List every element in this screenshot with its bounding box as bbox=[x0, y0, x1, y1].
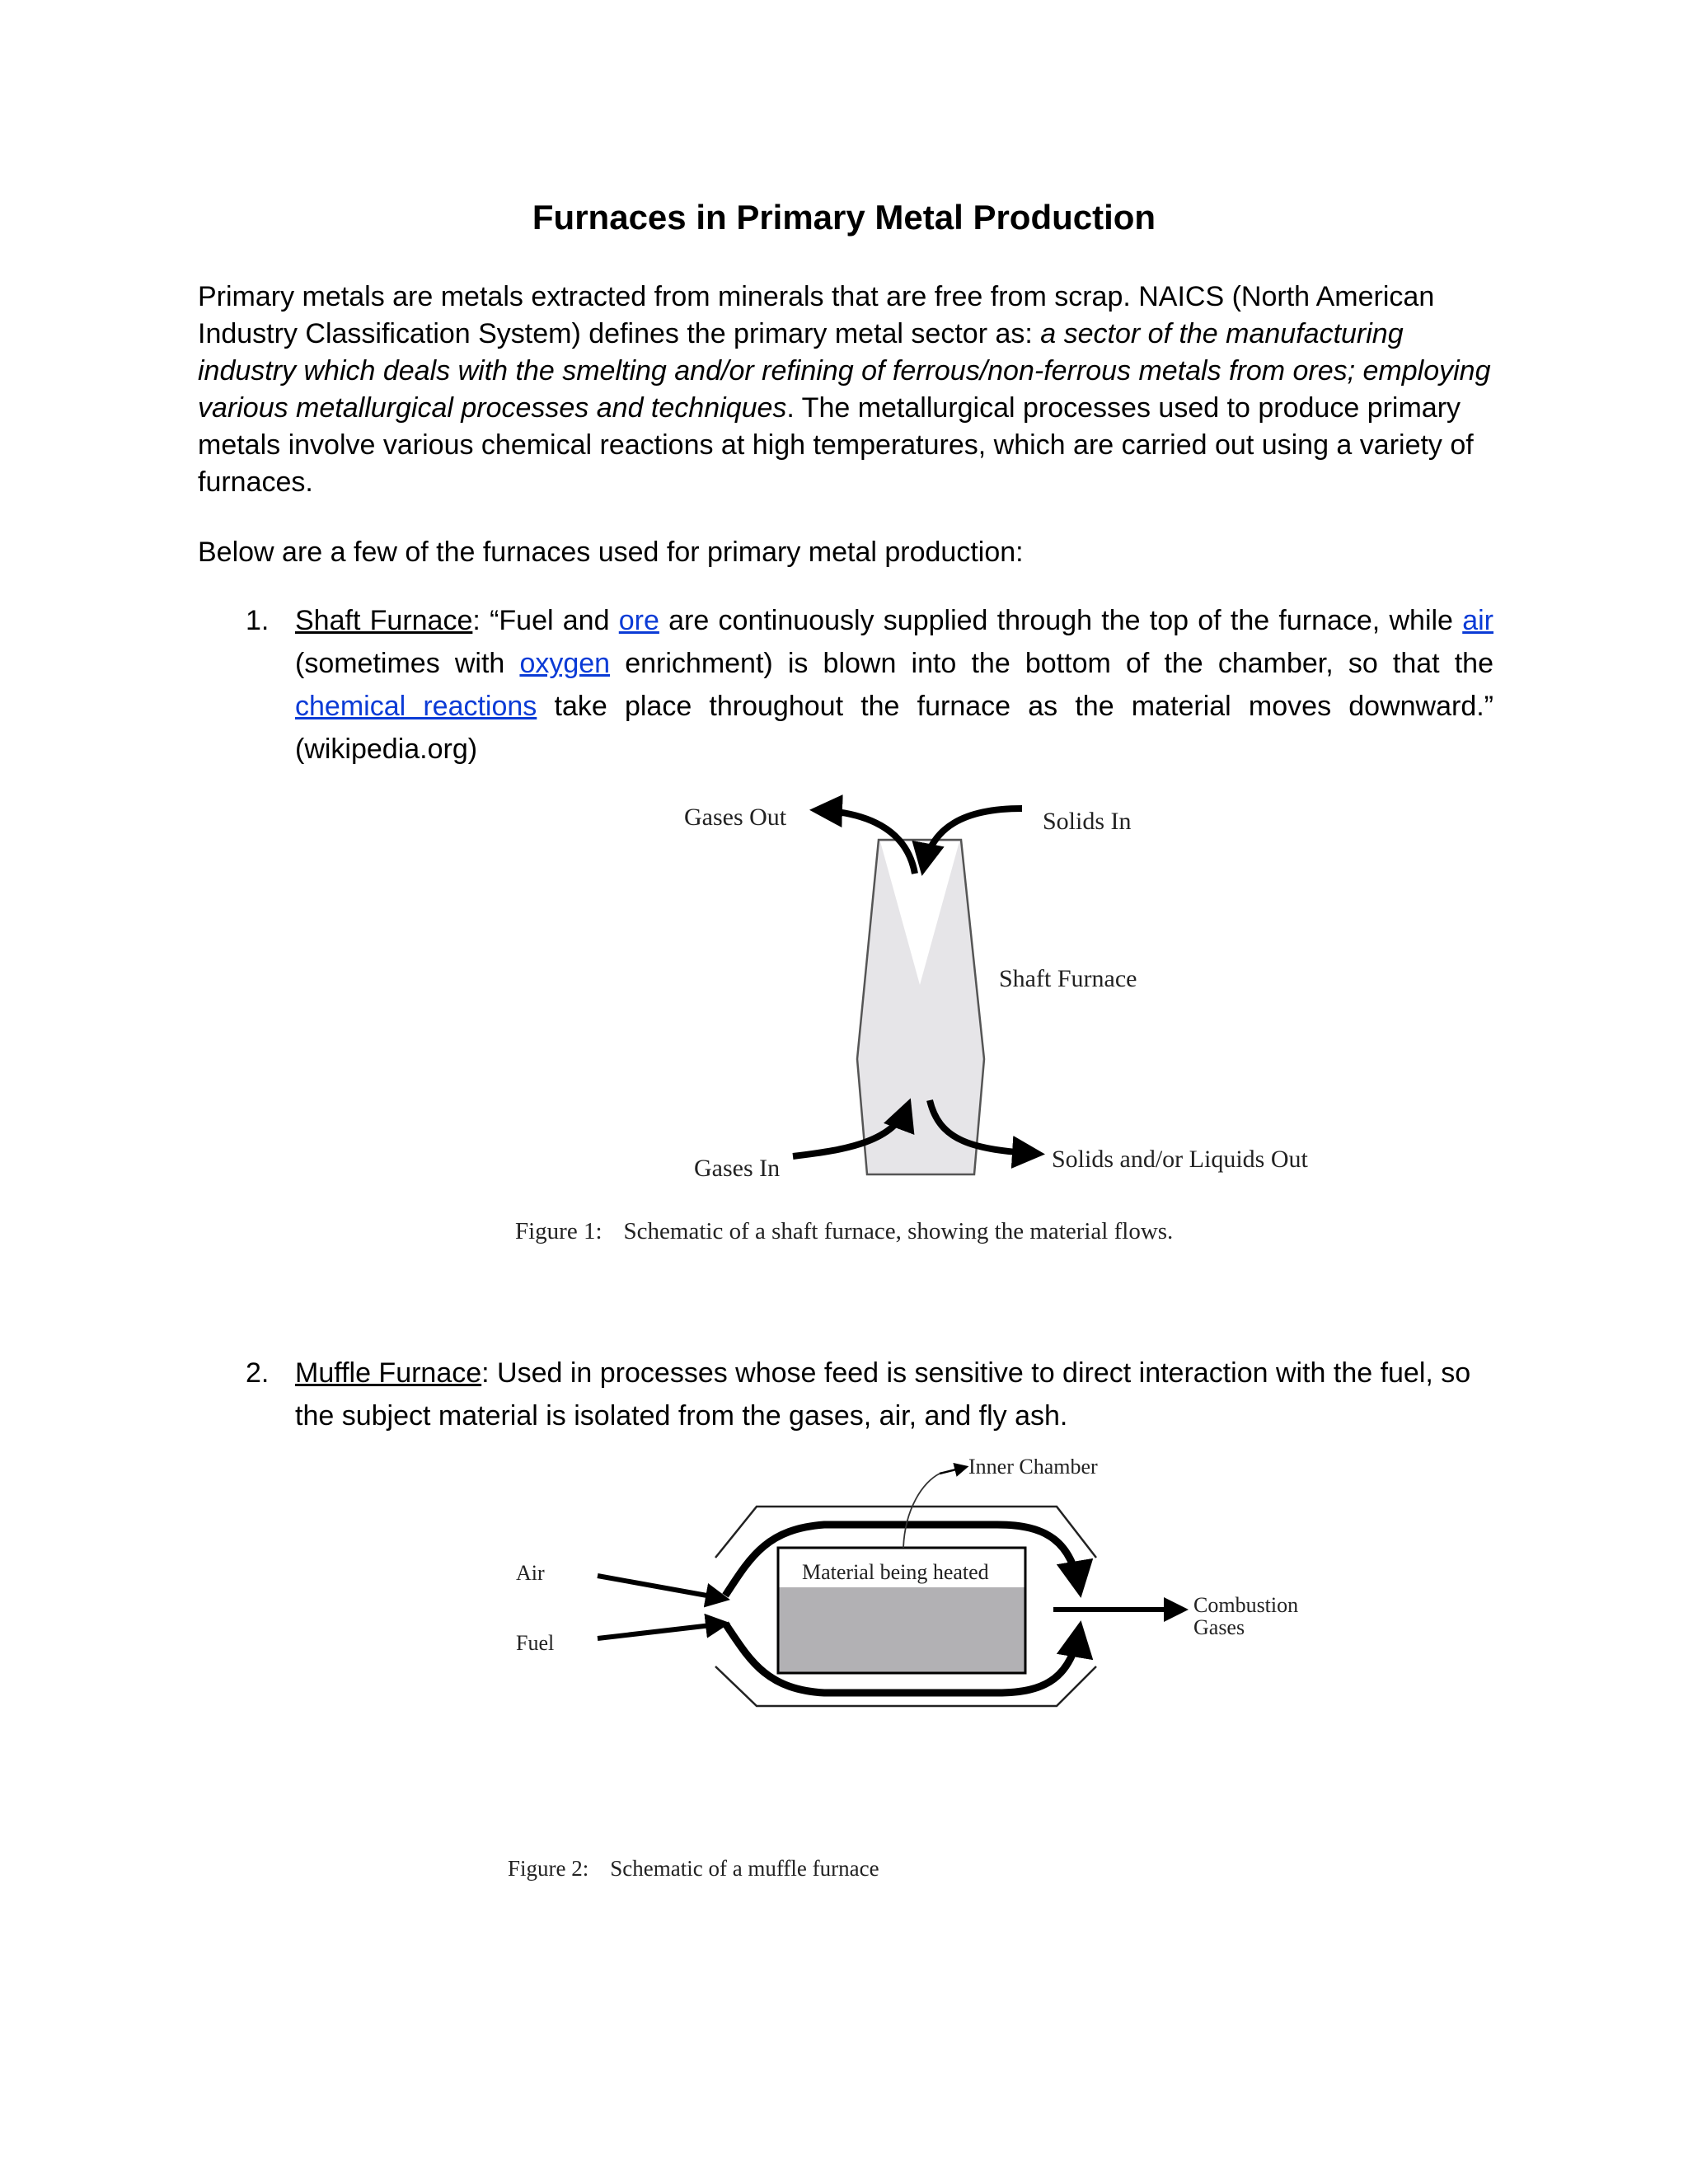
list-body bbox=[295, 1352, 1493, 1437]
link-oxygen[interactable]: oxygen bbox=[519, 648, 611, 679]
label-combustion-gases: Gases bbox=[1193, 1615, 1245, 1639]
list-item-muffle-furnace bbox=[246, 1352, 1493, 1437]
list-number: 2. bbox=[246, 1357, 270, 1389]
link-air[interactable]: air bbox=[1462, 605, 1494, 636]
material-being-heated-fill bbox=[780, 1587, 1025, 1672]
figure-1-caption bbox=[515, 1218, 1173, 1245]
page-title: Furnaces in Primary Metal Production bbox=[532, 198, 1156, 237]
item-text: : Used in processes whose feed is sensitive to direct interaction with the fuel, so the subject material is isolated from the gases, air, and fly ash. bbox=[295, 1357, 1471, 1432]
list-body bbox=[295, 599, 1493, 771]
inner-chamber-pointer bbox=[940, 1467, 966, 1474]
item-term-shaft-furnace: Shaft Furnace bbox=[295, 605, 473, 636]
list-item-shaft-furnace bbox=[246, 599, 1494, 771]
inner-chamber-leader bbox=[903, 1474, 940, 1548]
intro-text-2: . The metallurgical processes used to produce primary metals involve various chemical reactions at high temperatures, which are carried out using a variety of furnaces. bbox=[198, 392, 1474, 498]
item-text: : “Fuel and bbox=[472, 605, 619, 636]
label-fuel: Fuel bbox=[516, 1631, 555, 1655]
label-shaft-furnace: Shaft Furnace bbox=[999, 965, 1137, 992]
figure-1-caption-text: Schematic of a shaft furnace, showing the material flows. bbox=[623, 1218, 1174, 1244]
figure-2-caption bbox=[508, 1856, 879, 1882]
item-text: enrichment) is blown into the bottom of the chamber, so that the bbox=[610, 648, 1493, 679]
fuel-inlet-arrow bbox=[598, 1624, 725, 1638]
item-text: are continuously supplied through the top of the furnace, while bbox=[659, 605, 1463, 636]
list-number: 1. bbox=[246, 605, 270, 636]
label-gases-out: Gases Out bbox=[684, 804, 787, 831]
label-air: Air bbox=[516, 1561, 545, 1585]
item-term-muffle-furnace: Muffle Furnace bbox=[295, 1357, 482, 1389]
figure-1-caption-label: Figure 1: bbox=[515, 1218, 603, 1244]
intro-definition: a sector of the manufacturing industry which deals with the smelting and/or refining of ferrous/non-ferrous metals from ores; employing various metallurgical processes and techniques bbox=[198, 318, 1491, 424]
figure-2-caption-label: Figure 2: bbox=[508, 1856, 589, 1881]
figure-2-caption-text: Schematic of a muffle furnace bbox=[610, 1856, 879, 1881]
lead-in-paragraph: Below are a few of the furnaces used for primary metal production: bbox=[198, 537, 1024, 568]
label-solids-liquids-out: Solids and/or Liquids Out bbox=[1052, 1146, 1308, 1173]
air-inlet-arrow bbox=[598, 1576, 725, 1599]
link-ore[interactable]: ore bbox=[618, 605, 659, 636]
label-gases-in: Gases In bbox=[694, 1155, 781, 1182]
item-text: (sometimes with bbox=[295, 648, 520, 679]
label-solids-in: Solids In bbox=[1043, 808, 1132, 835]
label-material-being-heated: Material being heated bbox=[802, 1560, 989, 1584]
intro-text-1: Primary metals are metals extracted from minerals that are free from scrap. NAICS (North American Industry Classification System) defines the primary metal sector as: bbox=[198, 281, 1435, 349]
intro-paragraph bbox=[198, 279, 1492, 501]
label-combustion: Combustion bbox=[1193, 1593, 1299, 1617]
muffle-furnace-diagram bbox=[503, 1459, 1327, 1722]
link-chemical-reactions[interactable]: chemical reactions bbox=[295, 691, 537, 722]
shaft-furnace-diagram bbox=[643, 787, 1368, 1199]
label-inner-chamber: Inner Chamber bbox=[968, 1459, 1098, 1479]
item-text: take place throughout the furnace as the material moves downward.” (wikipedia.org) bbox=[295, 691, 1493, 765]
